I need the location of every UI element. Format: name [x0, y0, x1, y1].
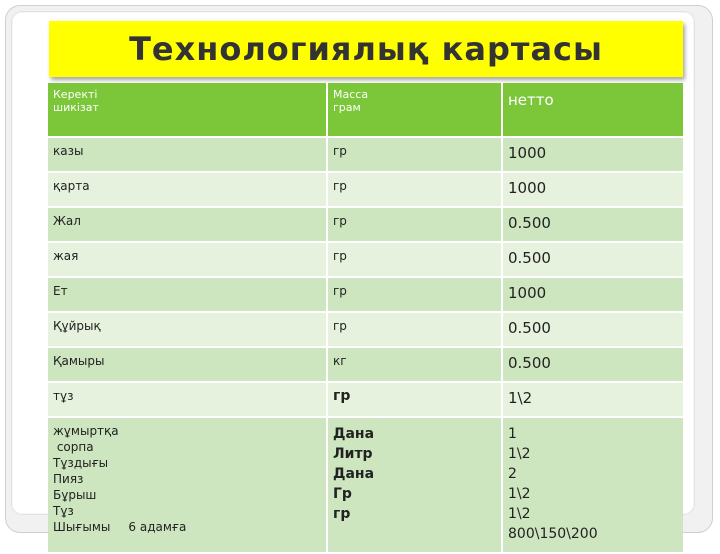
technology-table — [48, 83, 683, 554]
table-row — [48, 207, 683, 242]
ingredient-name: Бұрыш — [53, 488, 97, 502]
ingredient-value: 1000 — [502, 277, 683, 312]
header-net: нетто — [502, 83, 683, 137]
ingredient-unit: Литр — [333, 446, 373, 462]
table-row — [48, 382, 683, 417]
table-row — [48, 137, 683, 172]
ingredient-value: 0.500 — [502, 312, 683, 347]
ingredient-value: 1000 — [502, 137, 683, 172]
yield-value: 6 адамға — [128, 520, 187, 534]
table-row — [48, 347, 683, 382]
ingredient-unit: гр — [327, 207, 502, 242]
ingredient-value: 2 — [508, 466, 517, 482]
table-row-multi — [48, 417, 683, 553]
ingredient-unit: гр — [327, 137, 502, 172]
ingredient-value: 0.500 — [502, 242, 683, 277]
yield-label: Шығымы — [53, 520, 111, 534]
ingredient-value: 1\2 — [508, 506, 531, 522]
ingredient-name: жая — [48, 242, 327, 277]
ingredient-name: Тұз — [53, 504, 74, 518]
ingredient-name: Құйрық — [48, 312, 327, 347]
ingredient-value: 800\150\200 — [508, 526, 598, 542]
table-row — [48, 277, 683, 312]
header-mass — [327, 83, 502, 137]
ingredient-name: жұмыртқа — [53, 424, 119, 438]
ingredient-name: Ет — [48, 277, 327, 312]
ingredient-unit: гр — [327, 277, 502, 312]
ingredient-unit: гр — [327, 312, 502, 347]
title-banner — [49, 21, 683, 77]
ingredient-value: 1\2 — [508, 446, 531, 462]
ingredient-name: сорпа — [53, 440, 94, 454]
ingredient-name: қарта — [48, 172, 327, 207]
ingredient-value: 0.500 — [502, 207, 683, 242]
ingredient-name: Қамыры — [48, 347, 327, 382]
ingredient-values-list — [502, 417, 683, 553]
ingredient-units-list — [327, 417, 502, 553]
table-row — [48, 242, 683, 277]
ingredient-value: 1\2 — [502, 382, 683, 417]
ingredient-value: 1 — [508, 426, 517, 442]
table-header-row — [48, 83, 683, 137]
table-row — [48, 172, 683, 207]
ingredient-unit: гр — [327, 172, 502, 207]
ingredient-value: 1\2 — [508, 486, 531, 502]
ingredient-unit: гр — [327, 382, 502, 417]
ingredient-unit: Дана — [333, 426, 375, 442]
ingredient-name: Жал — [48, 207, 327, 242]
header-mass-line-2: грам — [333, 101, 361, 114]
ingredient-unit: кг — [327, 347, 502, 382]
ingredient-value: 0.500 — [502, 347, 683, 382]
ingredient-name: Тұздығы — [53, 456, 109, 470]
ingredient-value: 1000 — [502, 172, 683, 207]
ingredient-unit: гр — [333, 506, 351, 522]
ingredient-unit: гр — [327, 242, 502, 277]
ingredient-name: тұз — [48, 382, 327, 417]
header-mass-line-1: Масса — [333, 88, 369, 101]
ingredient-name: казы — [48, 137, 327, 172]
header-ingredient-line-1: Керекті — [53, 88, 98, 101]
ingredient-unit: Дана — [333, 466, 375, 482]
table-row — [48, 312, 683, 347]
ingredient-names-list — [48, 417, 327, 553]
ingredient-unit: Гр — [333, 486, 352, 502]
page-title: Технологиялық картасы — [129, 30, 603, 68]
header-ingredient — [48, 83, 327, 137]
yield-line — [53, 519, 326, 535]
ingredient-name: Пияз — [53, 472, 84, 486]
header-ingredient-line-2: шикізат — [53, 101, 99, 114]
